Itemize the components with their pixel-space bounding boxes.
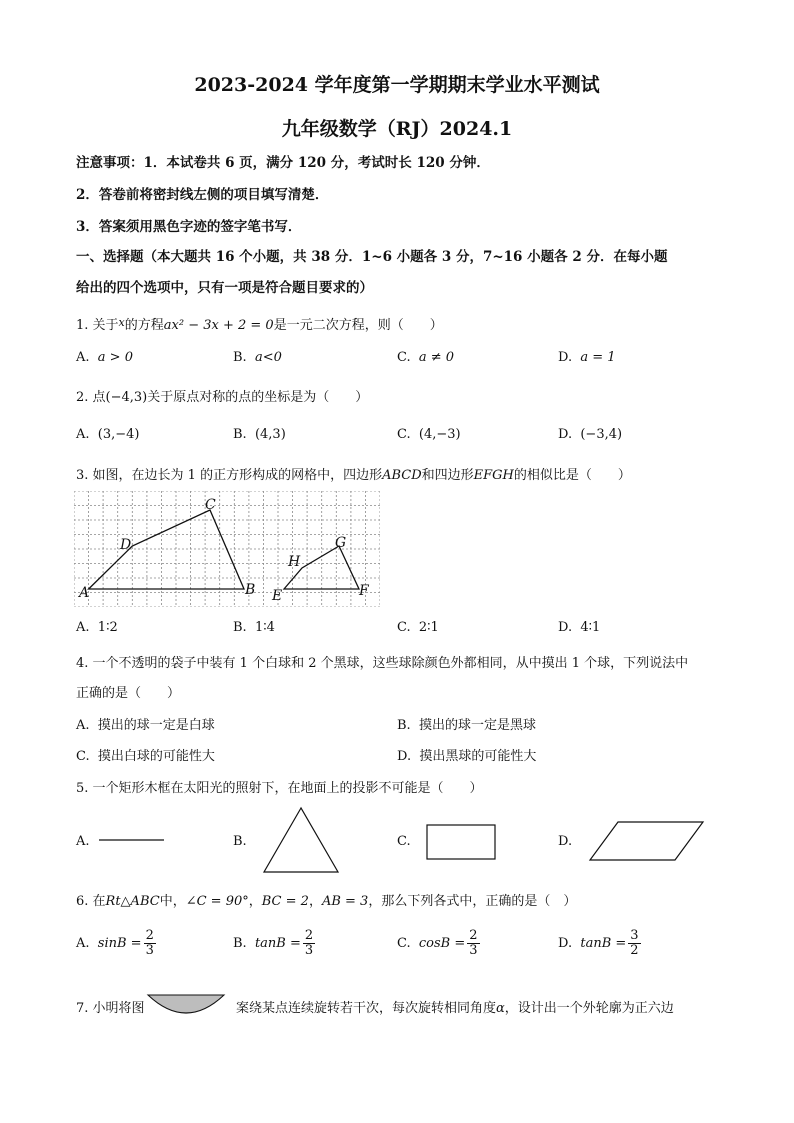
exam-subtitle: 九年级数学（RJ）2024.1 (281, 118, 513, 140)
q5-option-a-letter[interactable]: A. (76, 834, 90, 849)
question-6: 6. 在Rt△ABC中，∠C = 90°，BC = 2，AB = 3，那么下列各式中，正确的是（ ） (76, 894, 577, 909)
label-e: E (272, 588, 283, 604)
note-1: 注意事项：1．本试卷共 6 页，满分 120 分，考试时长 120 分钟． (76, 155, 490, 171)
q2-option-b[interactable]: B. (4,3) (233, 427, 286, 442)
q5-option-d-parallelogram-shape[interactable] (588, 819, 706, 863)
q1-option-c[interactable]: C. a ≠ 0 (397, 350, 455, 365)
question-5: 5. 一个矩形木框在太阳光的照射下，在地面上的投影不可能是（ ） (76, 781, 483, 796)
q6-option-b[interactable]: B. tanB = $\frac{2}{3}$ (233, 928, 314, 958)
q6-option-d[interactable]: D. tanB = $\frac{3}{2}$ (558, 928, 639, 958)
question-4-line2: 正确的是（ ） (76, 686, 181, 701)
q2-option-d[interactable]: D. (−3,4) (558, 427, 623, 442)
question-4-line1: 4. 一个不透明的袋子中装有 1 个白球和 2 个黑球，这些球除颜色外都相同，从中摸出 1 个球，下列说法中 (76, 656, 689, 671)
q5-option-c-rectangle-shape[interactable] (425, 823, 497, 861)
segment-shape-icon (146, 993, 226, 1017)
q6-option-c[interactable]: C. cosB = $\frac{2}{3}$ (397, 928, 478, 958)
similarity-grid-figure (74, 491, 380, 607)
section-header-line2: 给出的四个选项中，只有一项是符合题目要求的） (76, 280, 373, 296)
q3-option-d[interactable]: D. 4∶1 (558, 620, 601, 635)
q4-option-b[interactable]: B. 摸出的球一定是黑球 (397, 718, 536, 733)
question-7-prefix: 7. 小明将图 (76, 1001, 145, 1016)
question-2: 2. 点(−4,3)关于原点对称的点的坐标是为（ ） (76, 390, 369, 405)
quadrilateral-abcd (89, 510, 244, 589)
q3-option-a[interactable]: A. 1∶2 (76, 620, 118, 635)
label-f: F (359, 583, 369, 599)
label-a: A (79, 585, 90, 601)
q1-option-a[interactable]: A. a > 0 (76, 350, 133, 365)
q4-option-a[interactable]: A. 摸出的球一定是白球 (76, 718, 215, 733)
q4-option-c[interactable]: C. 摸出白球的可能性大 (76, 749, 215, 764)
q5-option-c-letter[interactable]: C. (397, 834, 411, 849)
q2-option-a[interactable]: A. (3,−4) (76, 427, 140, 442)
question-1: 1. 关于$^x$的方程ax² − 3x + 2 = 0是一元二次方程，则（ ） (76, 316, 443, 333)
q3-option-c[interactable]: C. 2∶1 (397, 620, 439, 635)
section-header-line1: 一、选择题（本大题共 16 个小题，共 38 分．1~6 小题各 3 分，7~16 小题各 2 分．在每小题 (76, 249, 668, 265)
q1-option-b[interactable]: B. a<0 (233, 350, 282, 365)
note-2: 2．答卷前将密封线左侧的项目填写清楚． (76, 187, 329, 203)
note-3: 3．答案须用黑色字迹的签字笔书写． (76, 219, 302, 235)
q2-option-c[interactable]: C. (4,−3) (397, 427, 461, 442)
question-3: 3. 如图，在边长为 1 的正方形构成的网格中，四边形ABCD和四边形EFGH的相似比是（ ） (76, 468, 631, 483)
q5-option-d-letter[interactable]: D. (558, 834, 573, 849)
label-h: H (288, 554, 301, 570)
q6-option-a[interactable]: A. sinB = $\frac{2}{3}$ (76, 928, 154, 958)
label-c: C (205, 497, 216, 513)
q4-option-d[interactable]: D. 摸出黑球的可能性大 (397, 749, 537, 764)
label-b: B (245, 582, 256, 598)
q1-option-d[interactable]: D. a = 1 (558, 350, 616, 365)
label-d: D (120, 537, 132, 553)
q3-option-b[interactable]: B. 1∶4 (233, 620, 275, 635)
question-7-text: 案绕某点连续旋转若干次，每次旋转相同角度α，设计出一个外轮廓为正六边 (236, 1001, 674, 1016)
q5-option-b-triangle-shape[interactable] (262, 806, 340, 874)
q5-option-b-letter[interactable]: B. (233, 834, 247, 849)
label-g: G (335, 535, 347, 551)
exam-title: 2023-2024 学年度第一学期期末学业水平测试 (194, 74, 600, 96)
q5-option-a-line-shape[interactable] (98, 836, 166, 844)
